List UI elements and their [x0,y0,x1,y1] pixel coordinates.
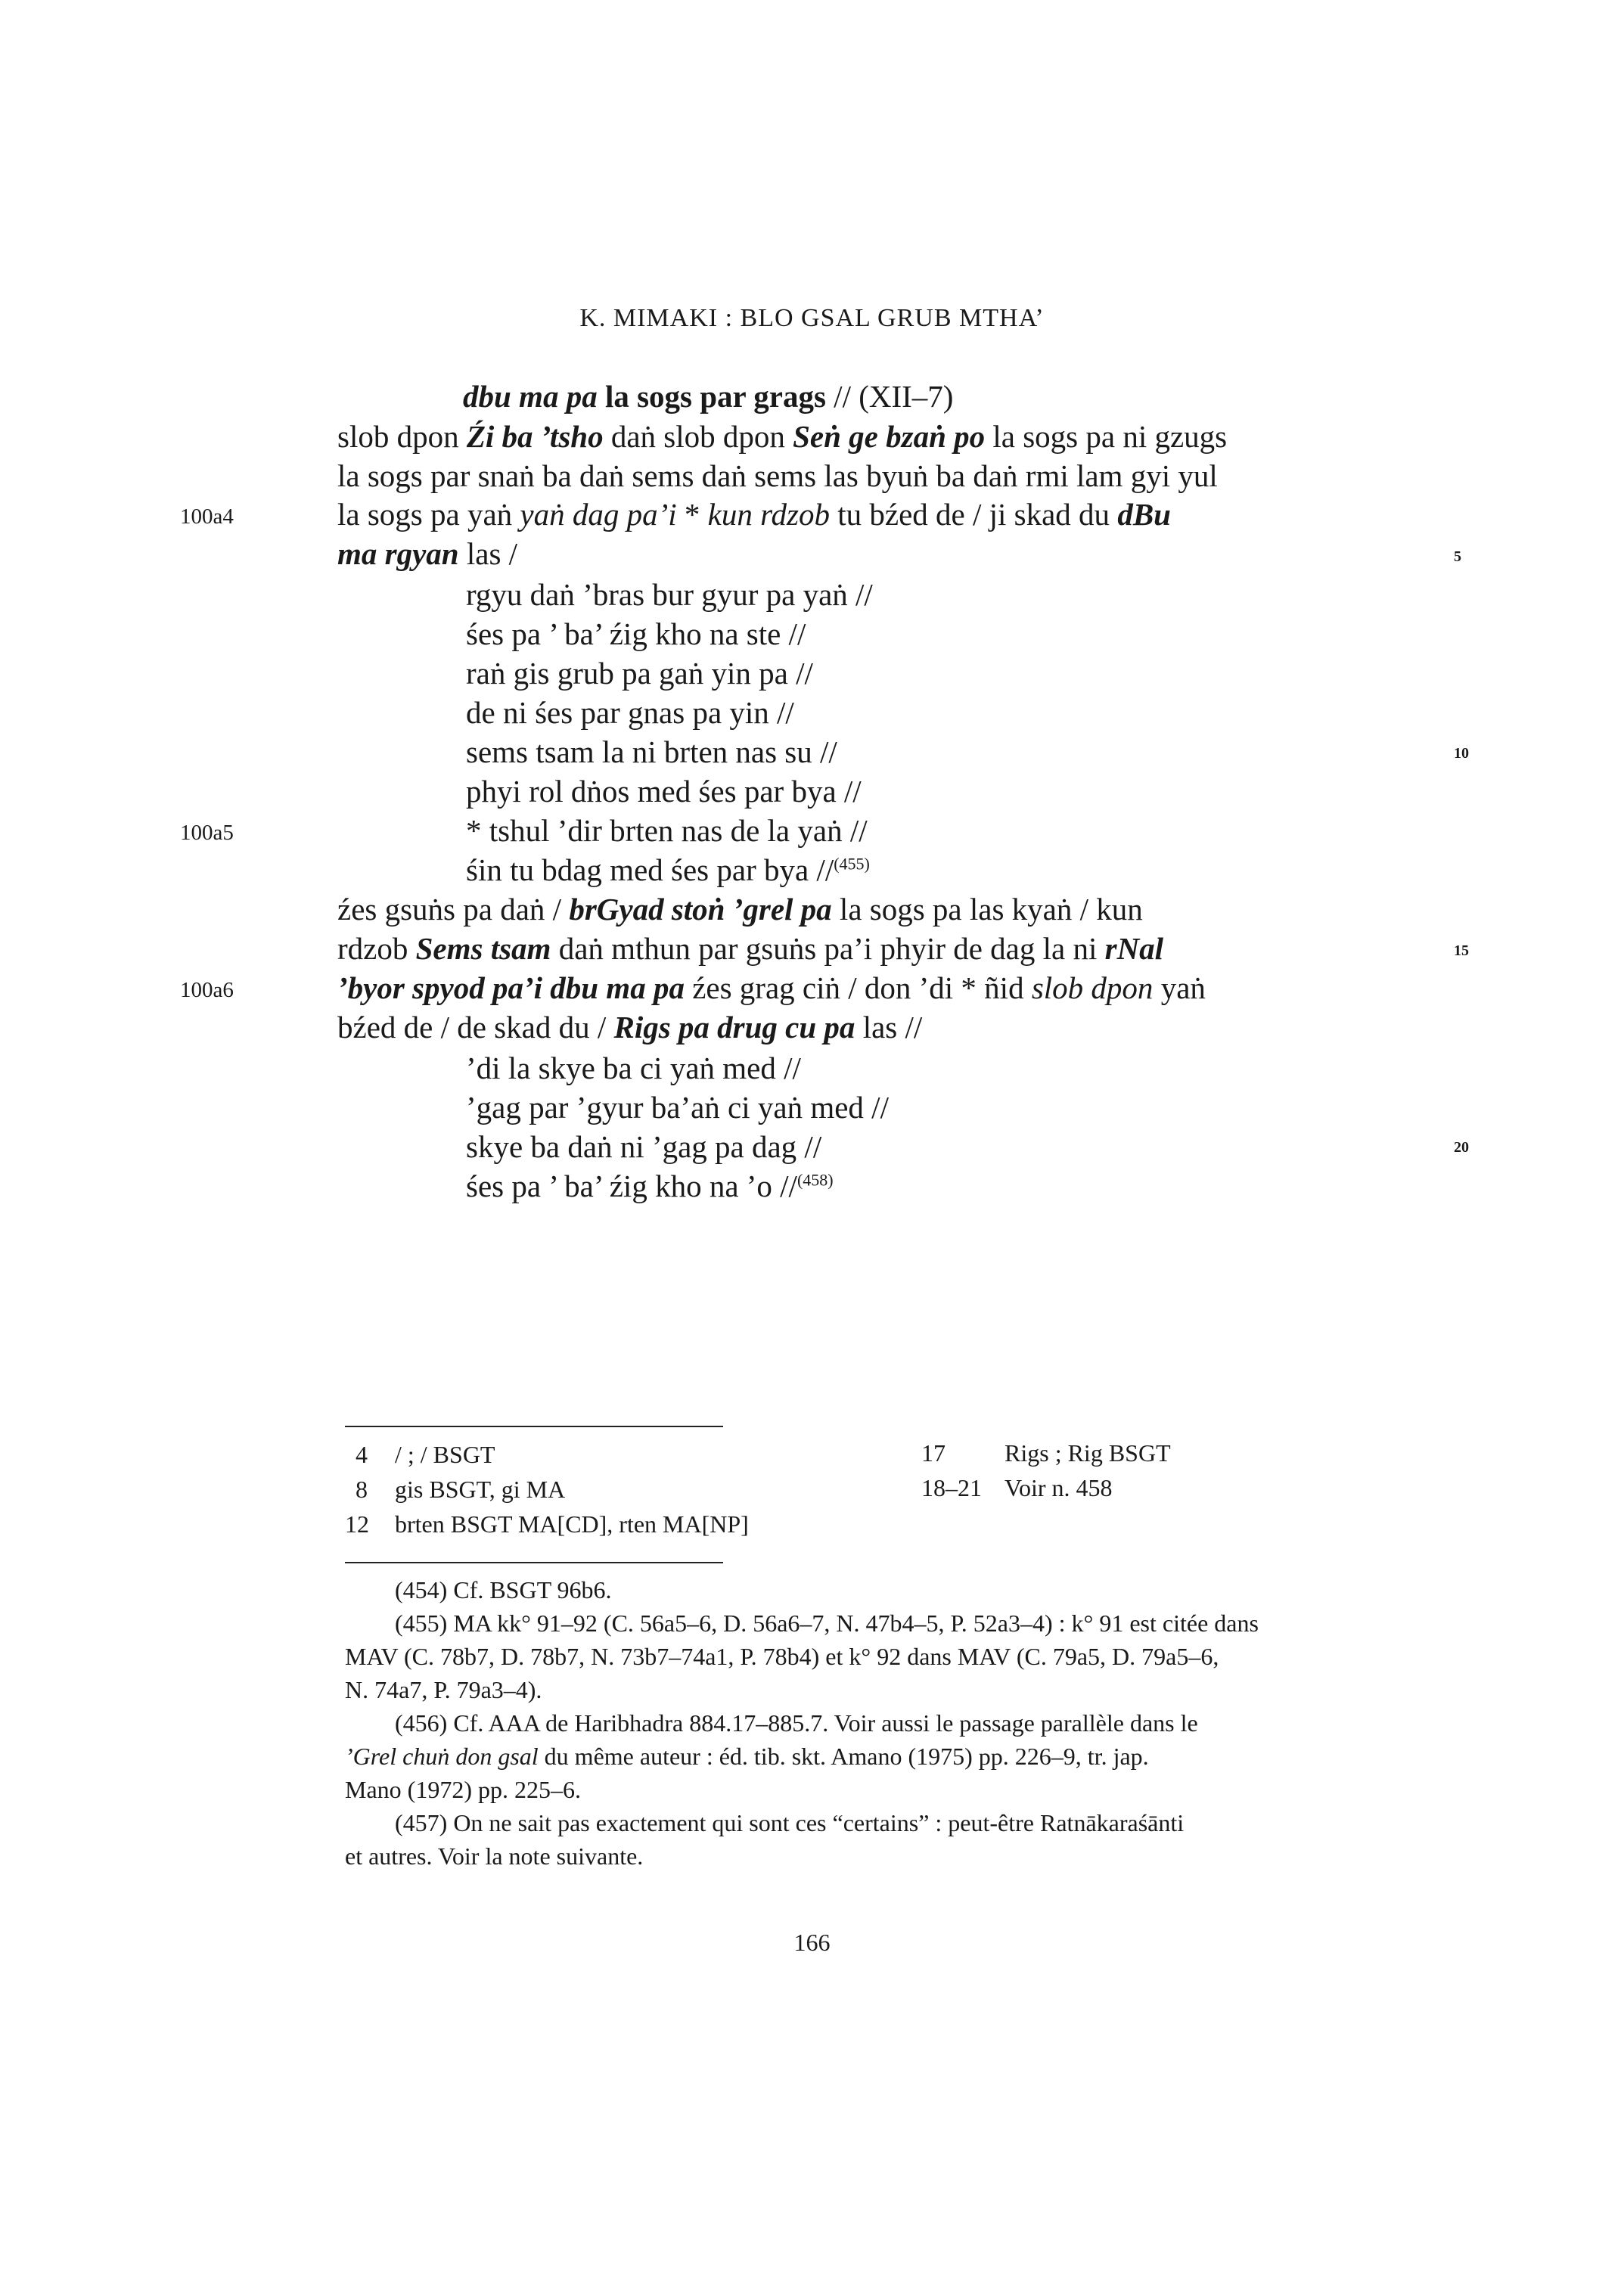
variant-number: 4 [356,1441,368,1468]
verse-line: phyi rol dṅos med śes par bya // [466,774,862,809]
footnote-456-cont: ’Grel chuṅ don gsal du même auteur : éd. tib. skt. Amano (1975) pp. 226–9, tr. jap. [345,1743,1149,1770]
verse-line: rgyu daṅ ’bras bur gyur pa yaṅ // [466,577,873,612]
verse-line: ’di la skye ba ci yaṅ med // [466,1051,801,1085]
variant-text: / ; / BSGT [395,1441,495,1468]
body-line-2: la sogs par snaṅ ba daṅ sems daṅ sems las byuṅ ba daṅ rmi lam gyi yul [337,458,1218,493]
body-line-3: la sogs pa yaṅ yaṅ dag pa’i * kun rdzob tu bźed de / ji skad du dBu [337,497,1171,532]
variant-text: brten BSGT MA[CD], rten MA[NP] [395,1510,749,1538]
body-line-15: ’byor spyod pa’i dbu ma pa źes grag ciṅ / don ’di * ñid slob dpon yaṅ [337,970,1206,1005]
variant-text: gis BSGT, gi MA [395,1476,566,1503]
body-line-13: źes gsuṅs pa daṅ / brGyad stoṅ ’grel pa la sogs pa las kyaṅ / kun [337,892,1143,927]
line-number: 20 [1454,1139,1469,1156]
footnote-455: (455) MA kk° 91–92 (C. 56a5–6, D. 56a6–7, N. 47b4–5, P. 52a3–4) : k° 91 est citée dans [395,1610,1259,1637]
page-number: 166 [793,1929,831,1956]
body-line-16: bźed de / de skad du / Rigs pa drug cu pa las // [337,1010,923,1045]
variant-text: Voir n. 458 [1005,1474,1113,1501]
line-number: 5 [1454,548,1461,565]
footnote-ref[interactable]: (458) [796,1170,834,1190]
apparatus-rule [345,1426,723,1427]
variant-number: 12 [345,1510,369,1538]
margin-folio-ref: 100a4 [180,504,234,529]
verse-line: de ni śes par gnas pa yin // [466,695,794,730]
footnote-456-cont: Mano (1972) pp. 225–6. [345,1776,581,1803]
variant-number: 8 [356,1476,368,1503]
footnote-455-cont: MAV (C. 78b7, D. 78b7, N. 73b7–74a1, P. 78b4) et k° 92 dans MAV (C. 79a5, D. 79a5–6, [345,1643,1219,1670]
verse-line: * tshul ’dir brten nas de la yaṅ // [466,813,868,848]
margin-folio-ref: 100a6 [180,978,234,1002]
variant-number: 17 [921,1439,946,1467]
footnote-rule [345,1562,723,1563]
footnote-456: (456) Cf. AAA de Haribhadra 884.17–885.7. Voir aussi le passage parallèle dans le [395,1709,1198,1737]
verse-line: ’gag par ’gyur ba’aṅ ci yaṅ med // [466,1090,889,1125]
verse-line: skye ba daṅ ni ’gag pa dag // [466,1129,822,1164]
body-line-4: ma rgyan las / [337,536,518,571]
verse-line: raṅ gis grub pa gaṅ yin pa // [466,656,813,691]
margin-folio-ref: 100a5 [180,821,234,845]
line-number: 15 [1454,942,1469,959]
body-line-1: slob dpon Źi ba ’tsho daṅ slob dpon Seṅ ge bzaṅ po la sogs pa ni gzugs [337,419,1228,454]
footnote-457-cont: et autres. Voir la note suivante. [345,1842,644,1870]
verse-line: śes pa ’ ba’ źig kho na ste // [466,616,806,651]
variant-number: 18–21 [921,1474,982,1501]
verse-line: śin tu bdag med śes par bya //$^{(455)}$ [466,852,870,887]
line-number: 10 [1454,745,1469,762]
verse-line: śes pa ’ ba’ źig kho na ’o //$^{(458)}$ [466,1169,834,1203]
footnote-457: (457) On ne sait pas exactement qui sont ces “certains” : peut-être Ratnākaraśānti [395,1809,1185,1836]
footnote-454: (454) Cf. BSGT 96b6. [395,1576,612,1603]
verse-line: sems tsam la ni brten nas su // [466,734,837,769]
footnote-ref[interactable]: (455) [834,854,870,874]
body-line-14: rdzob Sems tsam daṅ mthun par gsuṅs pa’i phyir de dag la ni rNal [337,931,1164,966]
running-header: K. MIMAKI : BLO GSAL GRUB MTHA’ [579,304,1045,332]
variant-text: Rigs ; Rig BSGT [1005,1439,1171,1467]
footnote-455-cont: N. 74a7, P. 79a3–4). [345,1676,542,1703]
section-title: dbu ma pa la sogs par grags // (XII–7) [463,379,954,414]
